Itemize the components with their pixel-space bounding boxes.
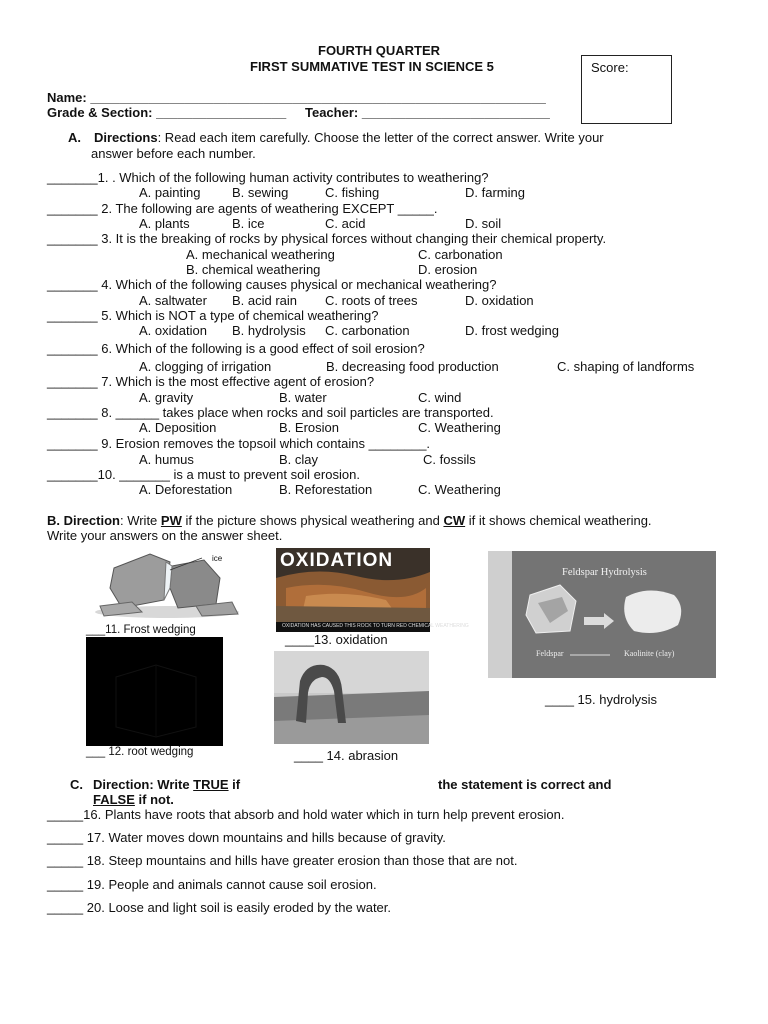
caption-11: ___11. Frost wedging: [86, 624, 196, 636]
directions-text: : Read each item carefully. Choose the letter of the correct answer. Write your: [157, 130, 604, 145]
section-b-directions-line2: Write your answers on the answer sheet.: [47, 528, 283, 543]
section-c-directions-right: the statement is correct and: [438, 777, 612, 792]
feldspar-title: Feldspar Hydrolysis: [562, 567, 647, 578]
q8-option-c: C. Weathering: [418, 420, 501, 435]
q10-option-c: C. Weathering: [418, 482, 501, 497]
q2-option-c: C. acid: [325, 216, 366, 231]
score-box: [581, 55, 672, 124]
q5-option-b: B. hydrolysis: [232, 323, 306, 338]
cw-keyword: CW: [443, 513, 466, 528]
q6-option-b: B. decreasing food production: [326, 359, 499, 374]
q6-option-a: A. clogging of irrigation: [139, 359, 272, 374]
section-c-if: if: [228, 777, 241, 792]
q2-option-d: D. soil: [465, 216, 502, 231]
q3-option-b: B. chemical weathering: [186, 262, 321, 277]
question-10: _______10. _______ is a must to prevent soil erosion.: [47, 467, 360, 482]
section-a-directions: [94, 130, 604, 145]
oxidation-caption: OXIDATION HAS CAUSED THIS ROCK TO TURN RED CHEMICAL WEATHERING: [282, 623, 469, 629]
score-label: Score:: [591, 60, 629, 75]
title-line-1: FOURTH QUARTER: [318, 43, 441, 58]
q4-option-d: D. oxidation: [465, 293, 534, 308]
q9-option-b: B. clay: [279, 452, 319, 467]
q8-option-a: A. Deposition: [139, 420, 217, 435]
section-c-dir-text: Direction: Write: [93, 777, 194, 792]
statement-19: _____ 19. People and animals cannot cause soil erosion.: [47, 877, 377, 892]
statement-17: _____ 17. Water moves down mountains and hills because of gravity.: [47, 830, 446, 845]
q8-option-b: B. Erosion: [279, 420, 339, 435]
section-a-label: A.: [68, 130, 81, 145]
q3-option-d: D. erosion: [418, 262, 478, 277]
directions-word: Directions: [94, 130, 158, 145]
q1-option-b: B. sewing: [232, 185, 289, 200]
caption-14: ____ 14. abrasion: [294, 748, 399, 763]
section-a-directions-line2: answer before each number.: [91, 146, 256, 161]
statement-20: _____ 20. Loose and light soil is easily eroded by the water.: [47, 900, 392, 915]
q3-option-c: C. carbonation: [418, 247, 503, 262]
caption-12: ___ 12. root wedging: [86, 746, 194, 758]
frost-wedging-image: [92, 548, 242, 620]
caption-13: ____13. oxidation: [285, 632, 388, 647]
q4-option-b: B. acid rain: [232, 293, 298, 308]
q7-option-b: B. water: [279, 390, 327, 405]
root-wedging-image: [86, 637, 223, 746]
q5-option-d: D. frost wedging: [465, 323, 559, 338]
abrasion-image: [274, 651, 429, 744]
q9-option-a: A. humus: [139, 452, 194, 467]
section-b-text2: if the picture shows physical weathering and: [181, 513, 444, 528]
q1-option-d: D. farming: [465, 185, 525, 200]
q3-option-a: A. mechanical weathering: [186, 247, 335, 262]
question-4: _______ 4. Which of the following causes physical or mechanical weathering?: [47, 277, 497, 292]
caption-15: ____ 15. hydrolysis: [545, 692, 658, 707]
q4-option-a: A. saltwater: [139, 293, 207, 308]
question-2: _______ 2. The following are agents of weathering EXCEPT _____.: [47, 201, 438, 216]
false-keyword: FALSE: [93, 792, 135, 807]
ice-label: ice: [212, 554, 223, 563]
q1-option-c: C. fishing: [325, 185, 380, 200]
question-5: _______ 5. Which is NOT a type of chemical weathering?: [47, 308, 379, 323]
title-line-2: FIRST SUMMATIVE TEST IN SCIENCE 5: [250, 59, 494, 74]
kaolinite-label: Kaolinite (clay): [624, 649, 675, 658]
q7-option-c: C. wind: [418, 390, 462, 405]
feldspar-hydrolysis-image: [488, 551, 716, 678]
oxidation-image: [276, 548, 469, 632]
feldspar-label: Feldspar: [536, 649, 564, 658]
section-b-directions: [47, 513, 652, 528]
true-keyword: TRUE: [193, 777, 229, 792]
section-c-label: C.: [70, 777, 83, 792]
section-b-label: B. Direction: [47, 513, 120, 528]
q7-option-a: A. gravity: [139, 390, 194, 405]
question-9: _______ 9. Erosion removes the topsoil which contains ________.: [47, 436, 431, 451]
q6-option-c: C. shaping of landforms: [557, 359, 695, 374]
teacher-line: Teacher: __________________________: [305, 105, 550, 120]
pw-keyword: PW: [160, 513, 182, 528]
oxidation-title: OXIDATION: [280, 550, 394, 571]
section-c-if-not: if not.: [134, 792, 174, 807]
q10-option-b: B. Reforestation: [279, 482, 373, 497]
question-8: _______ 8. ______ takes place when rocks and soil particles are transported.: [47, 405, 494, 420]
q5-option-a: A. oxidation: [139, 323, 207, 338]
name-line: Name: _______________________________________________________________: [47, 90, 546, 105]
q10-option-a: A. Deforestation: [139, 482, 233, 497]
q2-option-a: A. plants: [139, 216, 190, 231]
q9-option-c: C. fossils: [423, 452, 476, 467]
question-7: _______ 7. Which is the most effective agent of erosion?: [47, 374, 375, 389]
question-1: _______1. . Which of the following human activity contributes to weathering?: [47, 170, 489, 185]
q4-option-c: C. roots of trees: [325, 293, 418, 308]
question-6: _______ 6. Which of the following is a good effect of soil erosion?: [47, 341, 425, 356]
statement-18: _____ 18. Steep mountains and hills have greater erosion than those that are not.: [47, 853, 518, 868]
question-3: _______ 3. It is the breaking of rocks by physical forces without changing their chemical property.: [47, 231, 607, 246]
section-c-directions-line2: [93, 792, 174, 807]
section-b-text1: : Write: [119, 513, 161, 528]
statement-16: _____16. Plants have roots that absorb and hold water which in turn help prevent erosion.: [47, 807, 565, 822]
section-c-directions: [93, 777, 240, 792]
q5-option-c: C. carbonation: [325, 323, 410, 338]
q1-option-a: A. painting: [139, 185, 201, 200]
q2-option-b: B. ice: [232, 216, 265, 231]
grade-section-line: Grade & Section: __________________: [47, 105, 287, 120]
section-b-text3: if it shows chemical weathering.: [465, 513, 652, 528]
